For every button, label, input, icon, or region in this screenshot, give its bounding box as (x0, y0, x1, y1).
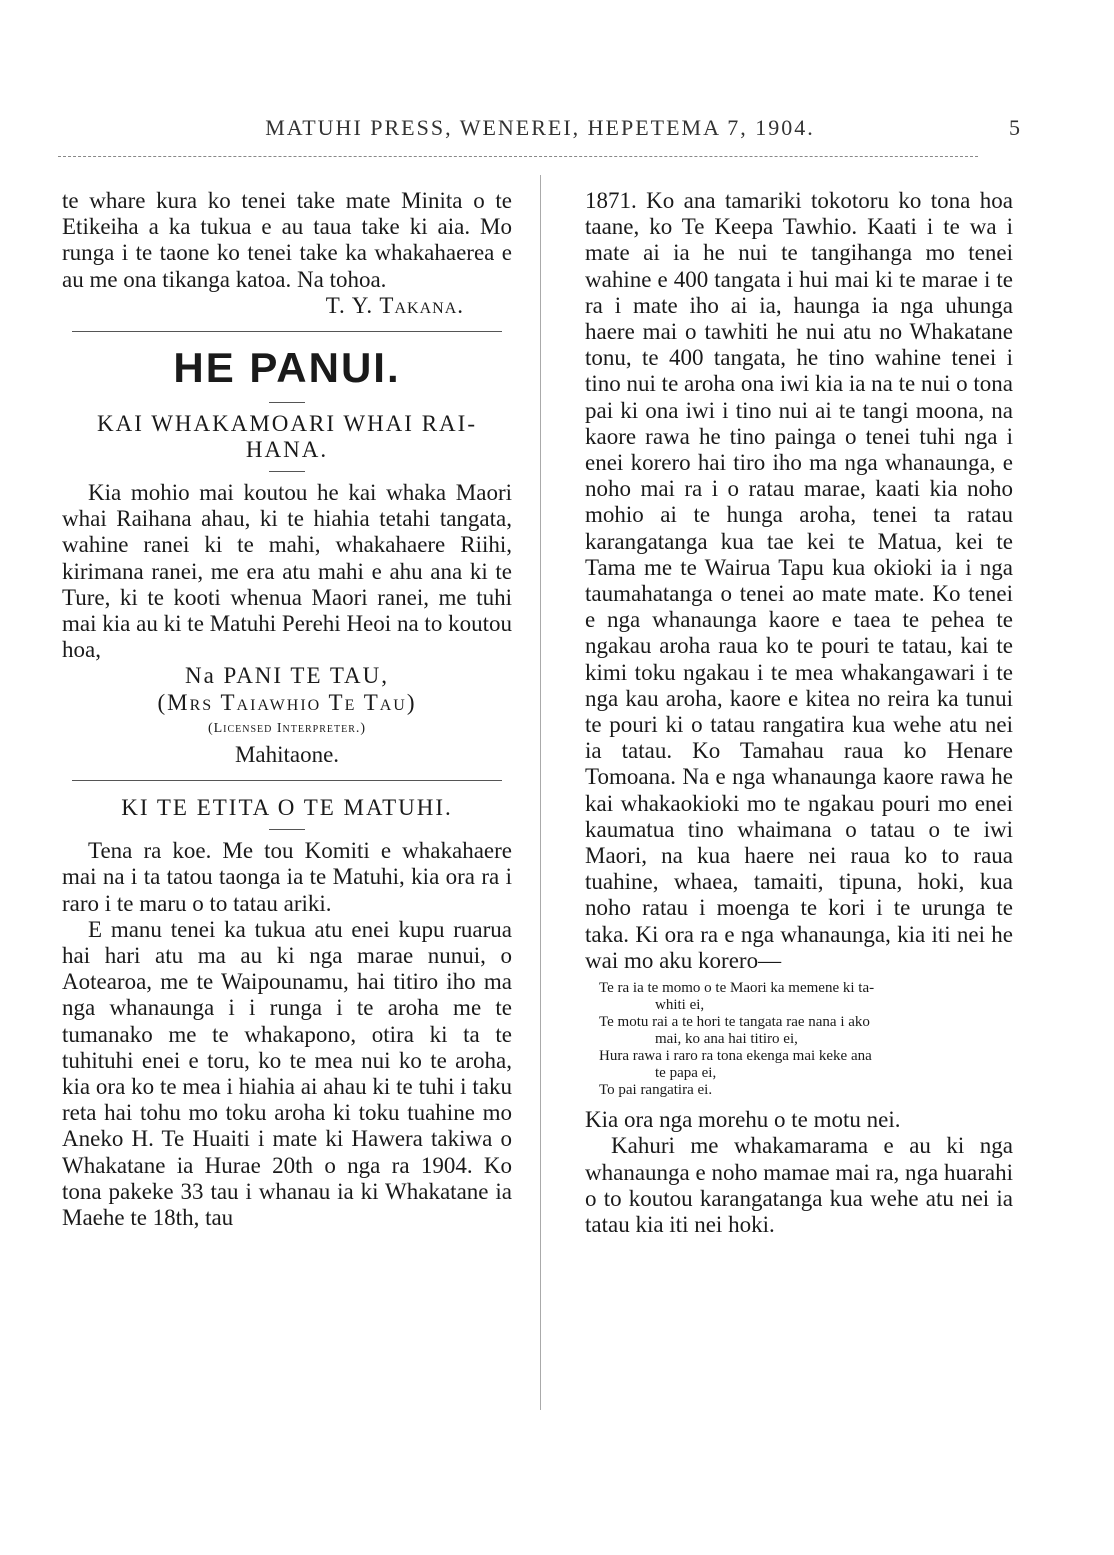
letter-paragraph-1: Tena ra koe. Me tou Komiti e whakahaere mai na i ta tatou taonga ia te Matuhi, kia ora ra i raro i te maru o to tatau ariki. (62, 838, 512, 916)
notice-sig-title: (Licensed Interpreter.) (207, 720, 367, 736)
column-divider (540, 175, 541, 1410)
poem-line: Hura rawa i raro ra tona ekenga mai keke ana (599, 1048, 872, 1065)
poem-line: Te ra ia te momo o te Maori ka memene ki ta- (599, 980, 875, 997)
page-number: 5 (1009, 115, 1020, 140)
short-rule (269, 829, 305, 830)
notice-body: Kia mohio mai koutou he kai whaka Maori whai Raihana ahau, ki te hiahia tetahi tangata, wahine ranei ki te mahi, whakahaere Riihi, kirimana ranei, me era atu mahi e ahu ana ki te Ture, ki te kooti whenua Maori ranei, me tuhi mai kia au ki te Matuhi Perehi Heoi na to koutou hoa, (62, 480, 512, 663)
notice-title: HE PANUI. (173, 344, 401, 392)
notice-sig-alias: (Mrs Taiawhio Te Tau) (157, 689, 417, 715)
intro-signature (62, 293, 512, 319)
right-column (585, 188, 1013, 1238)
poem-line-continuation: mai, ko ana hai titiro ei, (655, 1031, 798, 1048)
intro-paragraph: te whare kura ko tenei take mate Minita o te Etikeiha a ka tukua e au taua take ki aia. Mo runga i te taone ko tenei take ka whakahaerea e au me ona tikanga katoa. Na tohoa. (62, 188, 512, 292)
right-paragraph-1: 1871. Ko ana tamariki tokotoru ko tona hoa taane, ko Te Keepa Tawhio. Kaati i te wa i mate ai ia he nui te tangihanga mo tenei wahine e 400 tangata i hui mai ki te marae i te ra i mate iho ai ia, haunga ia nga uhunga haere mai o tawhiti he nui atu no Whakatane tonu, te 400 tangata, he tino wahine tenei i tino nui te aroha ona iwi kia ia na te nui o tona pai ki ona iwi i tino nui ai te tangi moona, na kaore rawa he tino painga o tenei tuhi nga i enei korero hai tiro iho ma nga whanaunga, e noho mai ra i o ratau marae, kaati kia noho mohio ai te hunga aroha, tenei ta ratau karangatanga kua tae kei te Matua, kei te Tama me te Wairua Tapu kua okioki ia i nga taumahatanga o tenei ao mate mate. Ko tenei e nga whanaunga kaore e taea te pehea te ngakau aroha raua ko te pouri te tatau, kai te kimi toku ngakau i te mea whakangawari i te nga kau aroha, kaore e kitea no reira ka tunui te pouri ki o tatau rangatira kua wehe atu nei ia tatau. Ko Tamahau raua ko Henare Tomoana. Na e nga whanaunga kaore rawa he kai whakaokioki mo te ngakau pouri mo enei kaumatua tino whaimana o tatau o te iwi Maori, na kua haere nei raua ko to raua tuahine, whaea, tamaiti, tipuna, hoki, kua noho ratau i moenga te kori i te urunga te taka. Ki ora ra e nga whanaunga, kia iti nei he wai mo aku korero— (585, 188, 1013, 973)
poem-line: To pai rangatira ei. (599, 1082, 713, 1099)
right-paragraph-2: Kia ora nga morehu o te motu nei. (585, 1107, 901, 1133)
notice-subtitle: KAI WHAKAMOARI WHAI RAI-HANA. (97, 411, 477, 463)
page-header (60, 115, 1020, 151)
notice-sig-name: Na PANI TE TAU, (184, 663, 390, 689)
right-paragraph-3: Kahuri me whakamarama e au ki nga whanaunga e noho mamae mai ra, nga huarahi o to koutou karangatanga kua wehe atu nei ia tatau kia iti nei hoki. (585, 1133, 1013, 1237)
section-rule (72, 780, 502, 781)
left-column (62, 188, 512, 1231)
section-rule (72, 331, 502, 332)
poem-line: Te motu rai a te hori te tangata rae nana i ako (599, 1014, 870, 1031)
poem-block (599, 980, 1013, 1099)
letter-paragraph-2: E manu tenei ka tukua atu enei kupu ruarua hai hari atu ma au ki nga marae nunui, o Aotearoa, me te Waipounamu, hai titiro iho ma nga whanaunga i i runga i te aroha me te tumanako me te whakapono, otira ki ta te tuhituhi enei e toru, ko te mea nui ko te aroha, kia ora ko te mea i hiahia ai ahau ki te tuhi i taku reta hai tohu mo toku aroha ki toku tuahine mo Aneko H. Te Huaiti i mate ki Hawera takiwa o Whakatane ia Hurae 20th o nga ra 1904. Ko tona pakeke 33 tau i whanau ia ki Whakatane ia Maehe te 18th, tau (62, 916, 512, 1231)
poem-line-continuation: whiti ei, (655, 997, 705, 1014)
short-rule (269, 471, 305, 472)
masthead-title: MATUHI PRESS, WENEREI, HEPETEMA 7, 1904. (265, 115, 815, 140)
letter-title: KI TE ETITA O TE MATUHI. (121, 795, 453, 821)
header-rule (58, 156, 978, 157)
notice-sig-place: Mahitaone. (234, 742, 340, 768)
intro-signature-text: T. Y. Takana. (325, 292, 464, 318)
poem-line-continuation: te papa ei, (655, 1065, 717, 1082)
short-rule (269, 402, 305, 403)
